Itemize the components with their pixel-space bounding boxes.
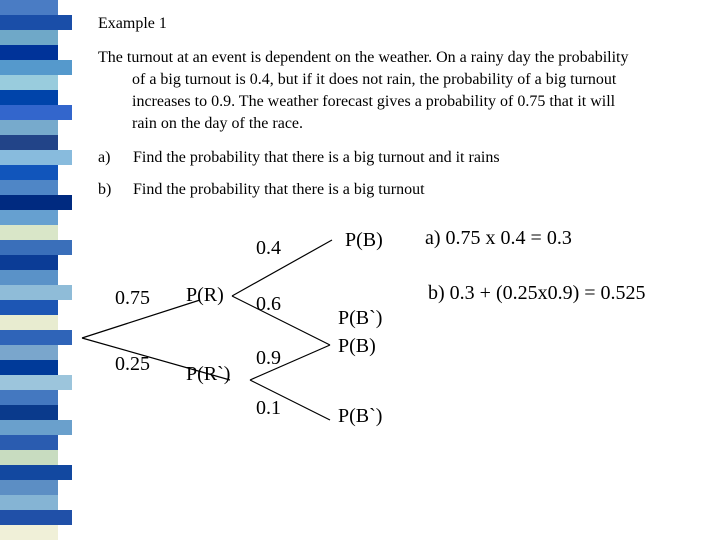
event-notbig-given-no-rain: P(B`) [338,405,383,427]
event-notbig-given-rain: P(B`) [338,307,383,329]
prob-big-given-rain: 0.4 [256,237,281,259]
example-title: Example 1 [98,15,167,32]
prob-big-given-no-rain: 0.9 [256,347,281,369]
question-b-text: Find the probability that there is a big turnout [133,181,425,198]
problem-line: increases to 0.9. The weather forecast gives a probability of 0.75 that it will [132,93,616,110]
event-rain: P(R) [186,284,224,306]
prob-notbig-given-no-rain: 0.1 [256,397,281,419]
event-big-given-rain: P(B) [345,229,383,251]
problem-line: rain on the day of the race. [132,115,304,132]
answer-a: a) 0.75 x 0.4 = 0.3 [425,227,572,249]
question-b-letter: b) [98,181,112,198]
prob-rain: 0.75 [115,287,150,309]
branch-rain-not-big [232,293,330,345]
prob-no-rain: 0.25 [115,353,150,375]
question-a-text: Find the probability that there is a big turnout and it rains [133,149,500,166]
answer-b: b) 0.3 + (0.25x0.9) = 0.525 [428,282,646,304]
question-a-letter: a) [98,149,111,166]
event-big-given-no-rain: P(B) [338,335,376,357]
branch-rain-big [232,237,332,296]
problem-line: of a big turnout is 0.4, but if it does not rain, the probability of a big turnout [132,71,617,88]
event-no-rain: P(R`) [186,363,231,385]
prob-notbig-given-rain: 0.6 [256,293,281,315]
problem-line: The turnout at an event is dependent on the weather. On a rainy day the probability [98,49,629,66]
